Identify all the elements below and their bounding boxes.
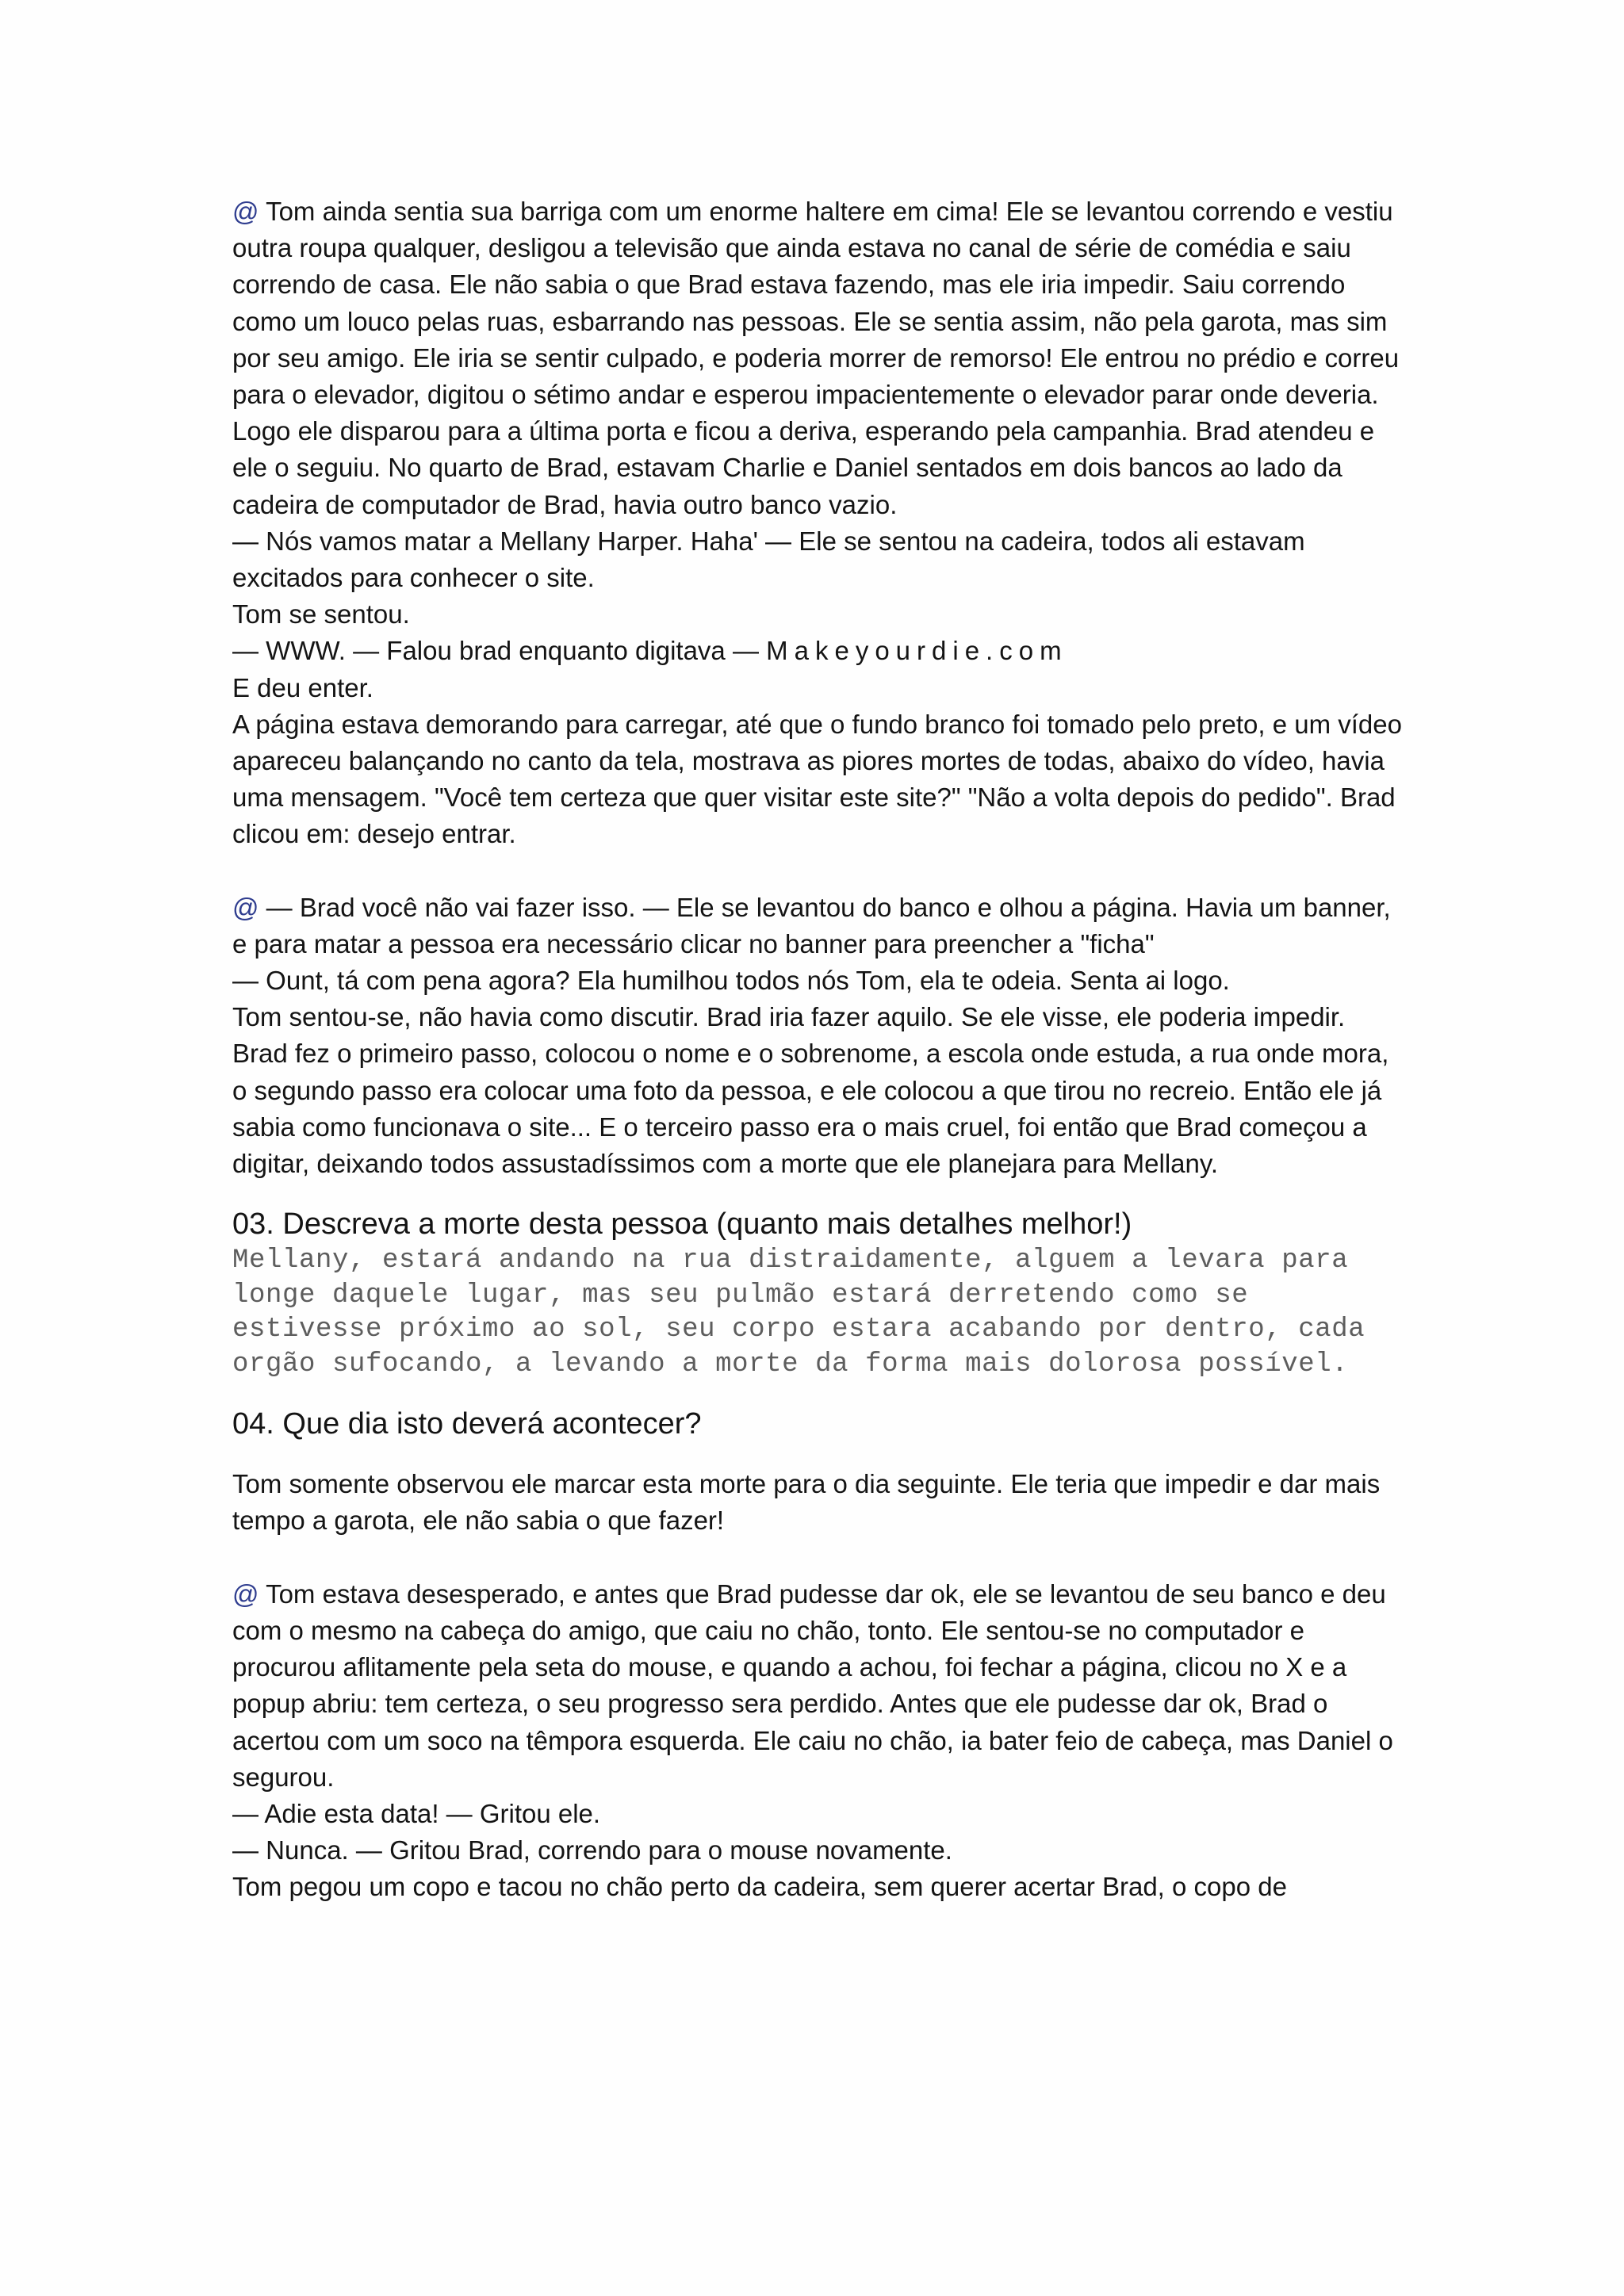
at-marker: @	[232, 197, 259, 226]
narration-line: Tom pegou um copo e tacou no chão perto da cadeira, sem querer acertar Brad, o copo de	[232, 1872, 1287, 1902]
dialogue-line-banner: @ — Brad você não vai fazer isso. — Ele se levantou do banco e olhou a página. Havia um banner, e para matar a pessoa era necessário clicar no banner para preencher a "ficha"	[232, 892, 1391, 959]
paragraph-gap	[232, 1444, 1406, 1466]
paragraph-tom-desperate: @ Tom estava desesperado, e antes que Brad pudesse dar ok, ele se levantou de seu banco e deu com o mesmo na cabeça do amigo, que caiu no chão, tonto. Ele sentou-se no computador e procurou aflitamente pela seta do mouse, e quando a achou, foi fechar a página, clicou no X e a popup abriu: tem certeza, o seu progresso sera perdido. Antes que ele pudesse dar ok, Brad o acertou com um soco na têmpora esquerda. Ele caiu no chão, ia bater feio de cabeça, mas Daniel o segurou.	[232, 1578, 1393, 1792]
dialogue-line: — Adie esta data! — Gritou ele.	[232, 1798, 601, 1828]
dialogue-line-website: — WWW. — Falou brad enquanto digitava — Makeyourdie.com	[232, 636, 1068, 666]
narration-line: E deu enter.	[232, 672, 373, 702]
dialogue-line: — Ount, tá com pena agora? Ela humilhou todos nós Tom, ela te odeia. Senta ai logo.	[232, 966, 1230, 996]
paragraph-gap	[232, 1540, 1406, 1576]
paragraph-gap	[232, 1382, 1406, 1404]
form-question-4: 04. Que dia isto deverá acontecer?	[232, 1407, 702, 1441]
dialogue-line: — Nós vamos matar a Mellany Harper. Haha' — Ele se sentou na cadeira, todos ali estavam excitados para conhecer o site.	[232, 526, 1305, 593]
document-body	[232, 193, 1406, 1906]
paragraph-gap	[232, 853, 1406, 890]
paragraph-form-steps: Tom sentou-se, não havia como discutir. Brad iria fazer aquilo. Se ele visse, ele poderia impedir. Brad fez o primeiro passo, colocou o nome e o sobrenome, a escola onde estuda, a rua onde mora, o segundo passo era colocar uma foto da pessoa, e ele colocou a que tirou no recreio. Então ele já sabia como funcionava o site... E o terceiro passo era o mais cruel, foi então que Brad começou a digitar, deixando todos assustadíssimos com a morte que ele planejara para Mellany.	[232, 1002, 1389, 1179]
paragraph-tom-runs: @ Tom ainda sentia sua barriga com um enorme haltere em cima! Ele se levantou correndo e vestiu outra roupa qualquer, desligou a televisão que ainda estava no canal de série de comédia e saiu correndo de casa. Ele não sabia o que Brad estava fazendo, mas ele iria impedir. Saiu correndo como um louco pelas ruas, esbarrando nas pessoas. Ele se sentia assim, não pela garota, mas sim por seu amigo. Ele iria se sentir culpado, e poderia morrer de remorso! Ele entrou no prédio e correu para o elevador, digitou o sétimo andar e esperou impacientemente o elevador parar onde deveria. Logo ele disparou para a última porta e ficou a deriva, esperando pela campanhia. Brad atendeu e ele o seguiu. No quarto de Brad, estavam Charlie e Daniel sentados em dois bancos ao lado da cadeira de computador de Brad, havia outro banco vazio.	[232, 197, 1400, 519]
narration-line: Tom se sentou.	[232, 599, 410, 629]
form-question-3: 03. Descreva a morte desta pessoa (quanto mais detalhes melhor!)	[232, 1207, 1132, 1242]
at-marker: @	[232, 892, 259, 922]
paragraph-gap	[232, 1182, 1406, 1204]
at-marker: @	[232, 1578, 259, 1609]
paragraph-page-loading: A página estava demorando para carregar, até que o fundo branco foi tomado pelo preto, e um vídeo apareceu balançando no canto da tela, mostrava as piores mortes de todas, abaixo do vídeo, havia uma mensagem. "Você tem certeza que quer visitar este site?" "Não a volta depois do pedido". Brad clicou em: desejo entrar.	[232, 709, 1402, 849]
website-name: Makeyourdie.com	[766, 636, 1068, 666]
form-answer-3: Mellany, estará andando na rua distraidamente, alguem a levara para longe daquele lugar, mas seu pulmão estará derretendo como se estivesse próximo ao sol, seu corpo estara acabando por dentro, cada orgão sufocando, a levando a morte da forma mais dolorosa possível.	[232, 1246, 1365, 1380]
paragraph-tom-observes: Tom somente observou ele marcar esta morte para o dia seguinte. Ele teria que impedir e dar mais tempo a garota, ele não sabia o que fazer!	[232, 1469, 1381, 1536]
dialogue-line: — Nunca. — Gritou Brad, correndo para o mouse novamente.	[232, 1835, 952, 1866]
